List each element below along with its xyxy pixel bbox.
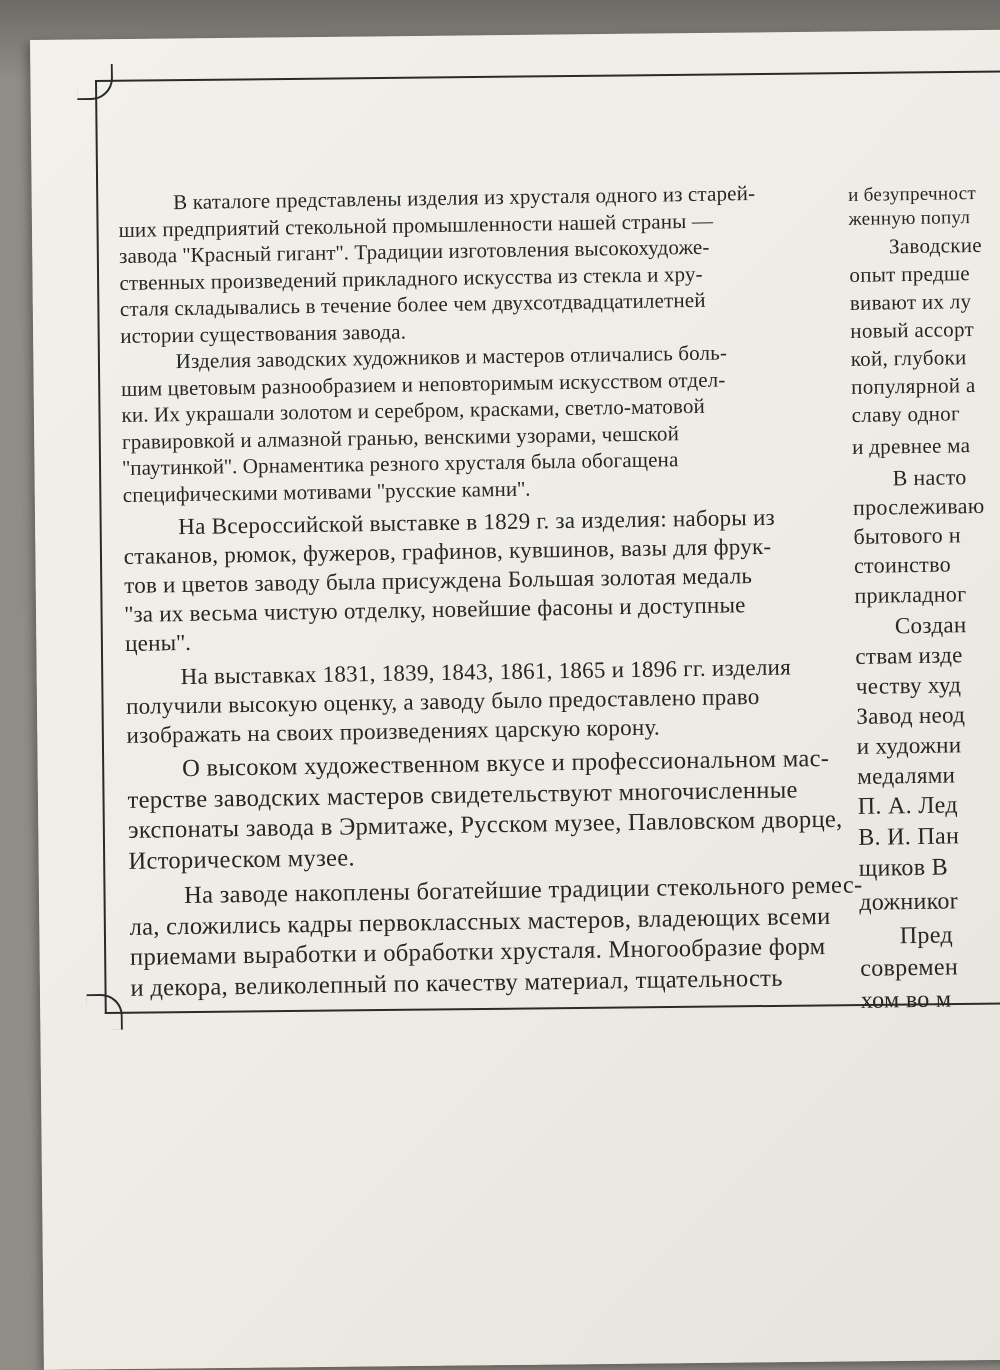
text-line: завода ''Красный гигант''. Традиции изготовления высокохудоже- (118, 234, 710, 268)
text-line: Создан (894, 612, 967, 639)
text-line: получили высокую оценку, а заводу было предоставлено право (125, 683, 760, 719)
text-line: гравировкой и алмазной гранью, венскими узорами, чешской (121, 420, 680, 454)
text-line: славу одног (851, 401, 961, 427)
text-line: новый ассорт (850, 317, 975, 343)
text-line: щиков В (858, 854, 949, 882)
text-line: Завод неод (856, 702, 966, 729)
text-line: Изделия заводских художников и мастеров отличались боль- (175, 340, 728, 374)
text-line: специфическими мотивами ''русские камни''. (122, 476, 531, 507)
text-line: Историческом музее. (128, 843, 356, 875)
side-text-column (848, 182, 1000, 1016)
text-line: В насто (892, 464, 967, 491)
text-line: хом во м (860, 986, 952, 1014)
text-line: ствам изде (855, 642, 963, 669)
text-line: тов и цветов заводу была присуждена Большая золотая медаль (124, 563, 753, 598)
text-line: кой, глубоки (850, 345, 967, 371)
text-line: опыт предше (849, 261, 971, 287)
text-line: На заводе накоплены богатейшие традиции стекольного ремес- (183, 871, 863, 910)
text-line: стаканов, рюмок, фужеров, графинов, кувшинов, вазы для фрук- (123, 533, 772, 569)
text-line: На выставках 1831, 1839, 1843, 1861, 1865 и 1896 гг. изделия (180, 654, 792, 690)
text-line: экспонаты завода в Эрмитаже, Русском музее, Павловском дворце, (127, 805, 843, 844)
text-line: популярной а (850, 373, 976, 399)
text-line: современ (860, 954, 959, 982)
text-line: и художни (856, 732, 962, 759)
text-line: Пред (899, 922, 954, 950)
text-line: стоинство (853, 551, 952, 578)
text-line: и древнее ма (851, 433, 971, 459)
text-line: цены''. (124, 629, 192, 656)
text-line: прикладног (854, 581, 967, 608)
text-line: ''паутинкой''. Орнаментика резного хрусталя была обогащена (122, 447, 679, 480)
text-line: приемами выработки и обработки хрусталя. Многообразие форм (129, 932, 826, 971)
text-line: и декора, великолепный по качеству материал, тщательность (130, 964, 783, 1002)
text-line: шим цветовым разнообразием и неповторимым искусством отдел- (120, 366, 726, 401)
text-line: изображать на своих произведениях царскую корону. (126, 714, 661, 748)
text-line: На Всероссийской выставке в 1829 г. за изделия: наборы из (178, 504, 776, 540)
text-line: сталя складывались в течение более чем двухсотдвадцатилетней (119, 287, 706, 321)
text-line: медалями (857, 762, 956, 789)
text-line: прослеживаю (852, 492, 985, 520)
text-line: В. И. Пан (858, 823, 960, 851)
text-line: ших предприятий стекольной промышленности нашей страны — (118, 208, 714, 242)
text-line: вивают их лу (849, 289, 972, 315)
text-line: П. А. Лед (857, 792, 958, 820)
text-line: Заводские (888, 232, 983, 259)
text-line: О высоком художественном вкусе и профессиональном мас- (181, 744, 830, 783)
text-line: бытового н (853, 522, 962, 549)
text-line: ла, сложились кадры первоклассных мастеров, владеющих всеми (129, 902, 831, 941)
text-line: и безупречност (848, 182, 977, 206)
text-line: честву худ (855, 672, 962, 699)
text-line: В каталоге представлены изделия из хрусталя одного из старей- (173, 180, 756, 215)
text-line: дожникоr (859, 888, 959, 916)
text-line: ственных произведений прикладного искусства из стекла и хру- (119, 261, 703, 295)
text-line: истории существования завода. (120, 318, 407, 348)
text-line: терстве заводских мастеров свидетельствуют многочисленные (127, 775, 798, 814)
text-line: ки. Их украшали золотом и серебром, красками, светло-матовой (121, 393, 706, 427)
main-text-column (118, 179, 863, 1004)
text-line: женную попул (848, 207, 971, 230)
text-line: ''за их весьма чистую отделку, новейшие фасоны и доступные (124, 592, 746, 627)
